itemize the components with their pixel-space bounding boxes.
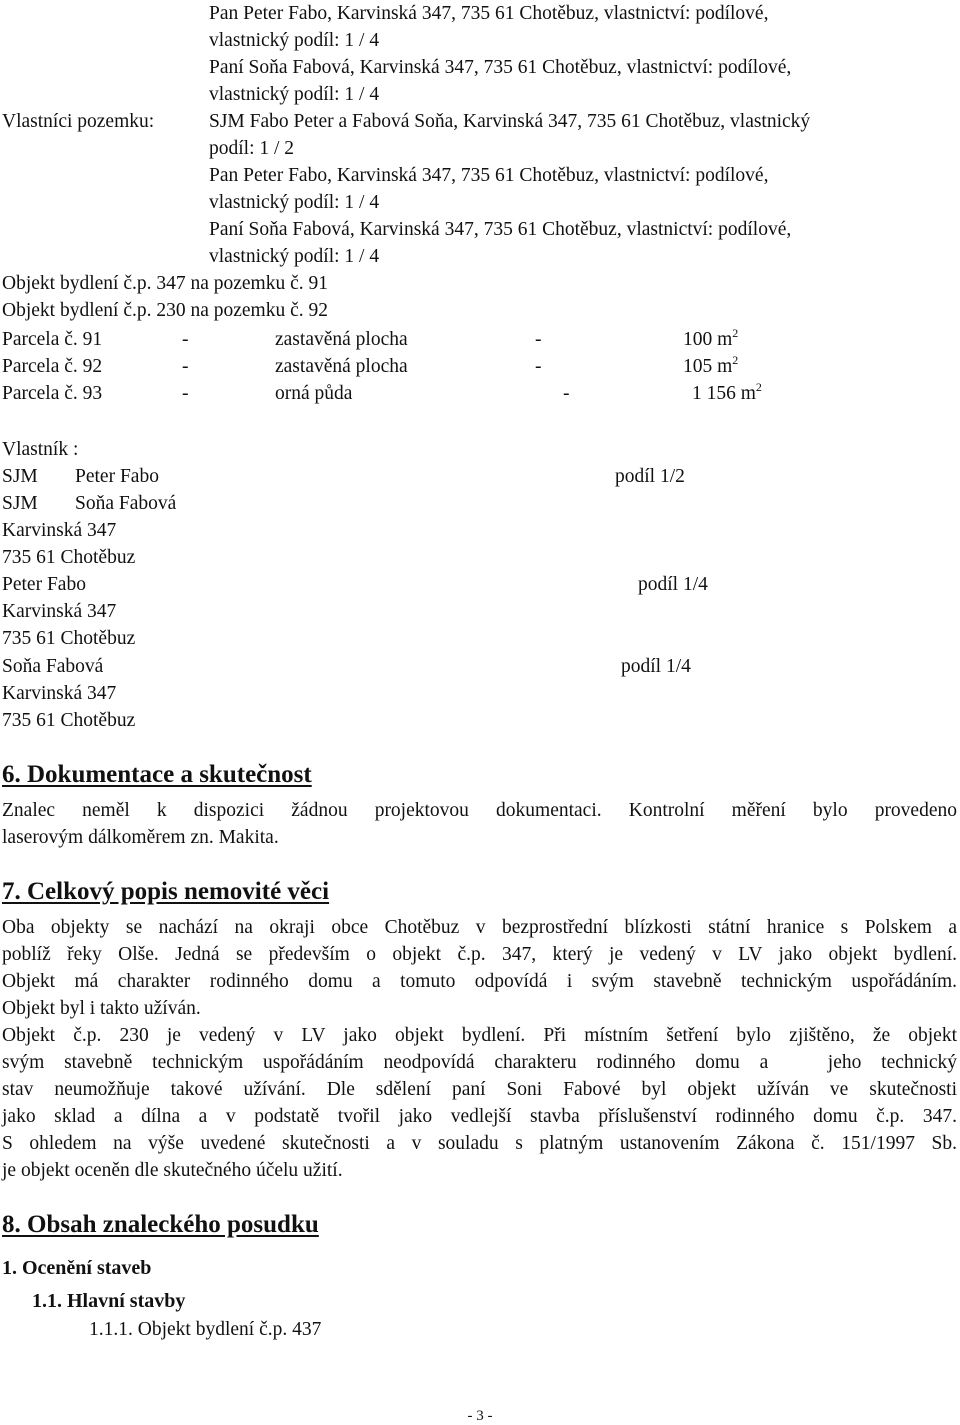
parcel-type: zastavěná plocha [275, 356, 408, 377]
owner-name: Soňa Fabová [2, 656, 104, 677]
owner-city: 735 61 Chotěbuz [2, 547, 136, 568]
section-7-line: Objekt byl i takto užíván. [2, 998, 201, 1019]
parcel-area: 1 156 $m^2$ [692, 380, 762, 404]
section-7-line: poblíž řeky Olše. Jedná se především o objekt č.p. 347, který je vedený v LV jako objekt bydlení. [2, 944, 957, 965]
owner-address: Karvinská 347 [2, 520, 117, 541]
section-6-paragraph: Znalec neměl k dispozici žádnou projektovou dokumentaci. Kontrolní měření bylo provedeno [2, 800, 957, 821]
subsection-title: 1.1. Hlavní stavby [32, 1290, 186, 1312]
section-7-line: svým stavebně technickým uspořádáním neodpovídá charakteru rodinného domu a jeho technický [2, 1052, 957, 1073]
land-owner-line: Paní Soňa Fabová, Karvinská 347, 735 61 Chotěbuz, vlastnictví: podílové, [209, 219, 792, 240]
owner-city: 735 61 Chotěbuz [2, 628, 136, 649]
parcel-type: orná půda [275, 383, 353, 404]
parcel-area: 100 $m^2$ [683, 326, 739, 350]
owner-line: Pan Peter Fabo, Karvinská 347, 735 61 Chotěbuz, vlastnictví: podílové, [209, 3, 769, 24]
parcel-dash: - [182, 383, 189, 404]
section-8-title: 8. Obsah znaleckého posudku [2, 1211, 319, 1238]
section-7-title: 7. Celkový popis nemovité věci [2, 878, 330, 905]
section-7-line: Objekt č.p. 230 je vedený v LV jako objekt bydlení. Při místním šetření bylo zjištěno, že objekt [2, 1025, 957, 1046]
section-6-title: 6. Dokumentace a skutečnost [2, 761, 312, 788]
land-owner-line: SJM Fabo Peter a Fabová Soňa, Karvinská 347, 735 61 Chotěbuz, vlastnický [209, 111, 811, 132]
owner-address: Karvinská 347 [2, 601, 117, 622]
owner-city: 735 61 Chotěbuz [2, 710, 136, 731]
section-7-line: stav neumožňuje takové užívání. Dle sdělení paní Soni Fabové byl objekt užíván ve skutečnosti [2, 1079, 957, 1100]
parcel-dash: - [182, 329, 189, 350]
owner-name: Peter Fabo [75, 466, 159, 487]
owner-line: vlastnický podíl: 1 / 4 [209, 84, 380, 105]
object-line: Objekt bydlení č.p. 230 na pozemku č. 92 [2, 300, 329, 321]
land-owner-line: vlastnický podíl: 1 / 4 [209, 192, 380, 213]
subsection-item: 1.1.1. Objekt bydlení č.p. 437 [89, 1319, 322, 1340]
owner-type: SJM [2, 493, 38, 514]
owner-type: SJM [2, 466, 38, 487]
section-7-line: jako sklad a dílna a v podstatě tvořil jako vedlejší stavba příslušenství rodinného domu č.p. 347. [2, 1106, 957, 1127]
owner-share: podíl 1/4 [638, 574, 708, 595]
parcel-dash: - [535, 356, 542, 377]
object-line: Objekt bydlení č.p. 347 na pozemku č. 91 [2, 273, 329, 294]
section-7-line: Oba objekty se nachází na okraji obce Chotěbuz v bezprostřední blízkosti státní hranice s Polskem a [2, 917, 957, 938]
owner-address: Karvinská 347 [2, 683, 117, 704]
section-6-paragraph: laserovým dálkoměrem zn. Makita. [2, 827, 279, 848]
owner-list-heading: Vlastník : [2, 439, 79, 460]
owner-share: podíl 1/4 [621, 656, 691, 677]
subsection-title: 1. Ocenění staveb [2, 1257, 152, 1279]
owner-line: vlastnický podíl: 1 / 4 [209, 30, 380, 51]
parcel-name: Parcela č. 93 [2, 383, 103, 404]
land-owner-line: podíl: 1 / 2 [209, 138, 295, 159]
owner-share: podíl 1/2 [615, 466, 685, 487]
parcel-dash: - [535, 329, 542, 350]
parcel-dash: - [182, 356, 189, 377]
owner-name: Soňa Fabová [75, 493, 177, 514]
land-owners-label: Vlastníci pozemku: [2, 111, 155, 132]
section-7-line: je objekt oceněn dle skutečného účelu užití. [2, 1160, 343, 1181]
land-owner-line: Pan Peter Fabo, Karvinská 347, 735 61 Chotěbuz, vlastnictví: podílové, [209, 165, 769, 186]
parcel-type: zastavěná plocha [275, 329, 408, 350]
page-number: - 3 - [467, 1408, 493, 1424]
section-7-line: Objekt má charakter rodinného domu a tomuto odpovídá i svým stavebně technickým uspořádáním. [2, 971, 957, 992]
land-owner-line: vlastnický podíl: 1 / 4 [209, 246, 380, 267]
section-7-line: S ohledem na výše uvedené skutečnosti a v souladu s platným ustanovením Zákona č. 151/1997 Sb. [2, 1133, 957, 1154]
parcel-area: 105 $m^2$ [683, 353, 739, 377]
owner-line: Paní Soňa Fabová, Karvinská 347, 735 61 Chotěbuz, vlastnictví: podílové, [209, 57, 792, 78]
parcel-name: Parcela č. 92 [2, 356, 103, 377]
parcel-name: Parcela č. 91 [2, 329, 103, 350]
parcel-dash: - [563, 383, 570, 404]
owner-name: Peter Fabo [2, 574, 86, 595]
